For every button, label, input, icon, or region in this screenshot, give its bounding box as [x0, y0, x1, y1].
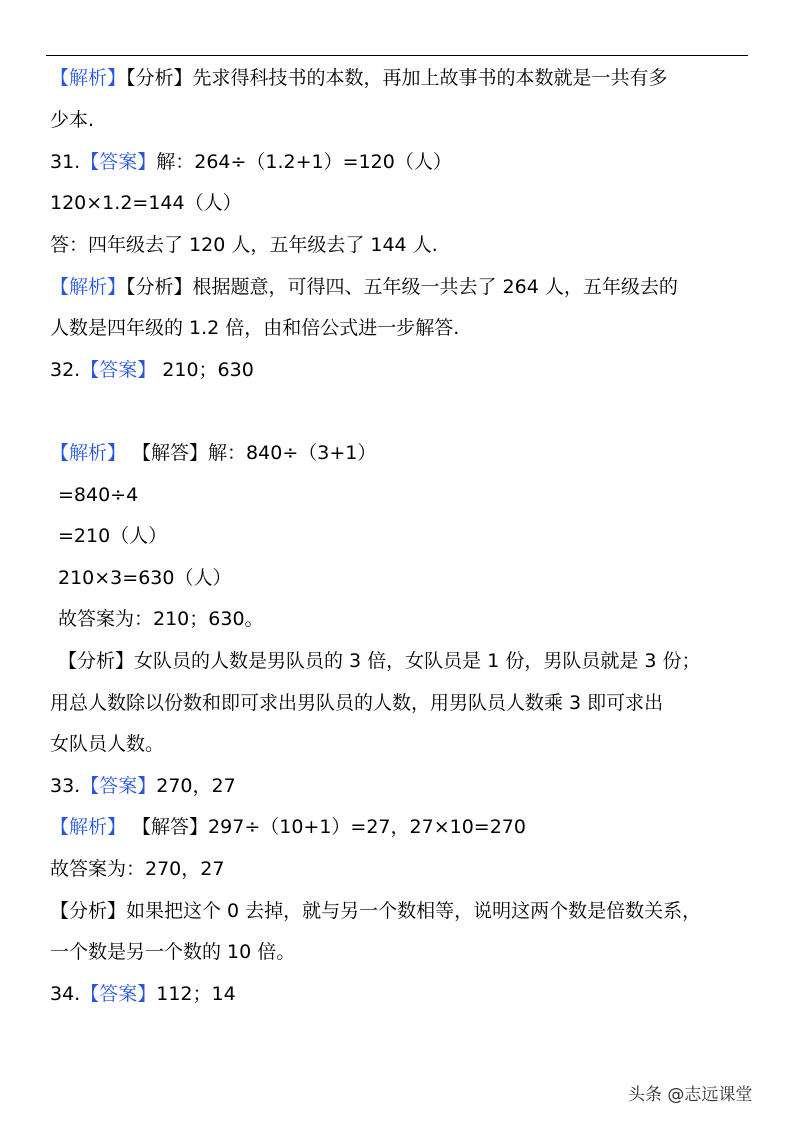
- label-tag: 【答案】: [80, 775, 157, 797]
- text-span: 31.: [50, 151, 81, 173]
- text-span: 人数是四年级的 1.2 倍，由和倍公式进一步解答.: [50, 317, 460, 339]
- text-span: 解：264÷（1.2+1）=120（人）: [156, 151, 452, 173]
- text-line: [50, 732, 164, 756]
- watermark-text: 头条 @志远课堂: [628, 1085, 753, 1105]
- text-line: [58, 566, 231, 590]
- text-span: 【分析】如果把这个 0 去掉，就与另一个数相等，说明这两个数是倍数关系，: [50, 900, 702, 922]
- label-tag: 【解析】: [50, 276, 127, 298]
- text-span: 【解答】297÷（10+1）=27，27×10=270: [126, 816, 526, 838]
- text-span: 270，27: [156, 775, 236, 797]
- text-span: =840÷4: [58, 484, 139, 506]
- label-tag: 【解析】: [50, 67, 127, 89]
- text-line: [50, 691, 663, 715]
- text-line: [50, 441, 376, 465]
- text-line: [58, 483, 138, 507]
- header-rule: [46, 55, 748, 56]
- text-line: [50, 233, 438, 257]
- text-span: 32.: [50, 359, 81, 381]
- label-tag: 【解析】: [50, 442, 127, 464]
- text-span: 【解答】解：840÷（3+1）: [126, 442, 377, 464]
- text-span: 33.: [50, 775, 81, 797]
- text-line: [58, 524, 167, 548]
- label-tag: 【答案】: [80, 983, 157, 1005]
- text-span: 一个数是另一个数的 10 倍。: [50, 941, 296, 963]
- text-span: 120×1.2=144（人）: [50, 192, 242, 214]
- text-span: 112；14: [156, 983, 236, 1005]
- label-tag: 【答案】: [80, 359, 157, 381]
- text-span: 210×3=630（人）: [58, 567, 232, 589]
- text-span: 210；630: [156, 359, 254, 381]
- text-line: [50, 982, 236, 1006]
- text-span: 用总人数除以份数和即可求出男队员的人数，用男队员人数乘 3 即可求出: [50, 692, 664, 714]
- text-span: 女队员人数。: [50, 733, 165, 755]
- text-span: 【分析】女队员的人数是男队员的 3 倍，女队员是 1 份，男队员就是 3 份；: [58, 650, 701, 672]
- text-line: [58, 649, 701, 673]
- text-span: =210（人）: [58, 525, 168, 547]
- text-line: [50, 150, 452, 174]
- text-span: 故答案为：210；630。: [58, 608, 264, 630]
- text-line: [58, 607, 264, 631]
- text-line: [50, 899, 701, 923]
- text-span: 34.: [50, 983, 81, 1005]
- text-line: [50, 940, 295, 964]
- text-span: 故答案为：270，27: [50, 858, 225, 880]
- text-line: [50, 857, 224, 881]
- label-tag: 【解析】: [50, 816, 127, 838]
- text-line: [50, 275, 678, 299]
- text-line: [50, 815, 526, 839]
- text-span: 答：四年级去了 120 人，五年级去了 144 人.: [50, 234, 438, 256]
- label-tag: 【答案】: [80, 151, 157, 173]
- text-line: [50, 191, 242, 215]
- text-line: [50, 316, 459, 340]
- text-line: [50, 774, 236, 798]
- text-line: [50, 66, 668, 90]
- text-span: 少本.: [50, 109, 95, 131]
- text-line: [50, 358, 254, 382]
- text-line: [50, 108, 94, 132]
- text-span: 【分析】根据题意，可得四、五年级一共去了 264 人，五年级去的: [126, 276, 678, 298]
- text-span: 【分析】先求得科技书的本数，再加上故事书的本数就是一共有多: [126, 67, 668, 89]
